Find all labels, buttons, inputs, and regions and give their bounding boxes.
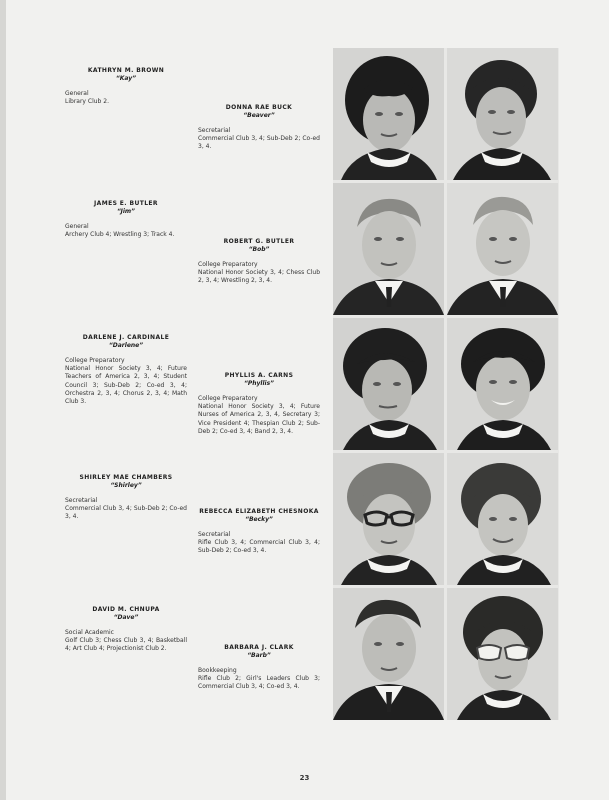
student-activities: Library Club 2.: [65, 98, 109, 105]
student-name: DAVID M. CHNUPA: [92, 606, 160, 613]
student-name: BARBARA J. CLARK: [224, 644, 294, 651]
student-name: JAMES E. BUTLER: [94, 200, 158, 207]
portrait-photo-barbara-clark: [447, 588, 558, 720]
portrait-photo-david-chnupa: [333, 588, 444, 720]
portrait-photo-darlene-cardinale: [333, 318, 444, 450]
student-course: Secretarial: [65, 497, 98, 504]
student-entry-donna-buck: [198, 104, 320, 152]
student-entry-barbara-clark: [198, 644, 320, 692]
student-activities: National Honor Society 3, 4; Future Teachers of America 2, 3, 4; Student Council 3; Sub-Deb 2; Co-ed 3, 4; Orchestra 2, 3, 4; Chorus 2, 3, 4; Math Club 3.: [65, 365, 187, 406]
portrait-grid: [333, 48, 559, 720]
student-course: College Preparatory: [65, 357, 125, 364]
student-course: College Preparatory: [198, 261, 258, 268]
student-entry-robert-butler: [198, 238, 320, 286]
student-activities: National Honor Society 3, 4; Chess Club 2, 3, 4; Wrestling 2, 3, 4.: [198, 269, 320, 285]
student-course: General: [65, 90, 89, 97]
student-name: DARLENE J. CARDINALE: [82, 334, 170, 341]
student-entry-james-butler: [65, 200, 187, 239]
student-name: KATHRYN M. BROWN: [87, 67, 165, 74]
student-nickname: “Bob”: [248, 246, 270, 253]
page-number: 23: [299, 774, 310, 782]
student-nickname: “Dave”: [113, 614, 139, 621]
student-name: ROBERT G. BUTLER: [223, 238, 295, 245]
student-activities: Rifle Club 2; Girl's Leaders Club 3; Commercial Club 3, 4; Co-ed 3, 4.: [198, 675, 320, 691]
student-nickname: “Becky”: [245, 516, 273, 523]
student-nickname: “Kay”: [115, 75, 137, 82]
student-course: Bookkeeping: [198, 667, 237, 674]
student-name: SHIRLEY MAE CHAMBERS: [79, 474, 173, 481]
student-course: College Preparatory: [198, 395, 258, 402]
student-course: General: [65, 223, 89, 230]
student-activities: Archery Club 4; Wrestling 3; Track 4.: [65, 231, 175, 238]
portrait-photo-phyllis-carns: [447, 318, 558, 450]
portrait-photo-robert-butler: [447, 183, 558, 315]
student-course: Secretarial: [198, 127, 231, 134]
student-name: DONNA RAE BUCK: [225, 104, 293, 111]
student-course: Secretarial: [198, 531, 231, 538]
student-activities: Commercial Club 3, 4; Sub-Deb 2; Co-ed 3, 4.: [65, 505, 187, 521]
student-activities: Commercial Club 3, 4; Sub-Deb 2; Co-ed 3, 4.: [198, 135, 320, 151]
student-nickname: “Beaver”: [243, 112, 275, 119]
student-activities: Rifle Club 3, 4; Commercial Club 3, 4; Sub-Deb 2; Co-ed 3, 4.: [198, 539, 320, 555]
portrait-photo-rebecca-chesnoka: [447, 453, 558, 585]
student-entry-phyllis-carns: [198, 372, 320, 436]
portrait-photo-shirley-chambers: [333, 453, 444, 585]
student-nickname: “Darlene”: [108, 342, 144, 349]
portrait-photo-donna-buck: [447, 48, 558, 180]
student-entry-darlene-cardinale: [65, 334, 187, 406]
student-nickname: “Jim”: [117, 208, 135, 215]
student-entry-david-chnupa: [65, 606, 187, 654]
portrait-photo-james-butler: [333, 183, 444, 315]
student-nickname: “Shirley”: [110, 482, 142, 489]
student-entry-kathryn-brown: [65, 67, 187, 106]
student-activities: National Honor Society 3, 4; Future Nurses of America 2, 3, 4, Secretary 3; Vice President 4; Thespian Club 2; Sub-Deb 2; Co-ed 3, 4; Band 2, 3, 4.: [198, 403, 320, 435]
student-entry-shirley-chambers: [65, 474, 187, 522]
student-activities: Golf Club 3; Chess Club 3, 4; Basketball 4; Art Club 4; Projectionist Club 2.: [65, 637, 187, 653]
portrait-photo-kathryn-brown: [333, 48, 444, 180]
student-name: PHYLLIS A. CARNS: [224, 372, 294, 379]
student-nickname: “Phyllis”: [243, 380, 275, 387]
student-name: REBECCA ELIZABETH CHESNOKA: [199, 508, 319, 515]
page-binding-edge: [0, 0, 6, 800]
student-nickname: “Barb”: [247, 652, 271, 659]
student-entry-rebecca-chesnoka: [198, 508, 320, 556]
student-course: Social Academic: [65, 629, 114, 636]
